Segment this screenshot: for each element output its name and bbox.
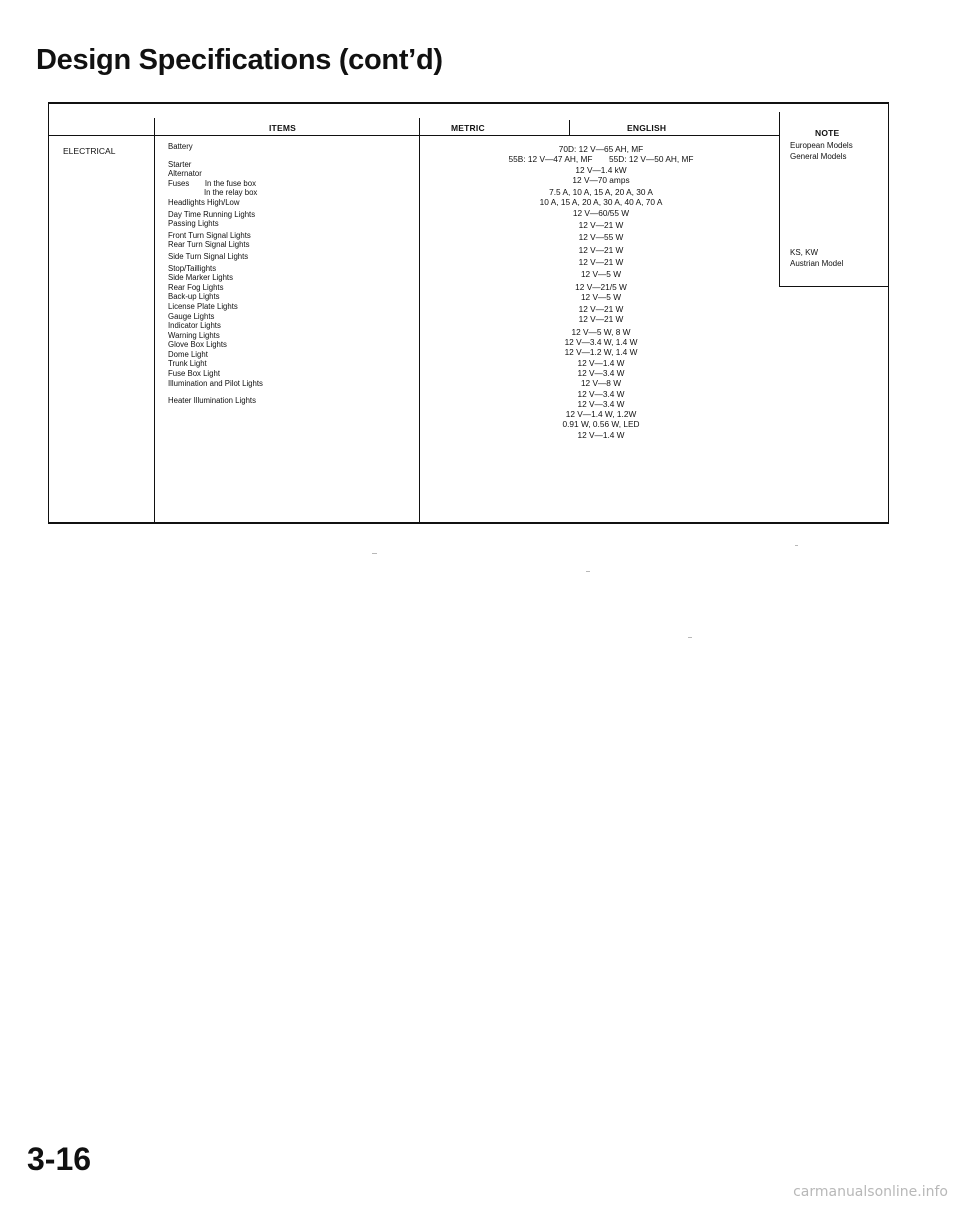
item-stop-taillights: Stop/Taillights — [168, 263, 217, 273]
item-gauge-lights: Gauge Lights — [168, 311, 215, 321]
items-column — [168, 142, 418, 406]
item-alternator: Alternator — [168, 169, 202, 179]
header-english: ENGLISH — [627, 123, 667, 133]
column-divider — [154, 118, 155, 522]
item-battery: Battery — [168, 142, 193, 151]
item-trunk-light: Trunk Light — [168, 359, 207, 369]
column-divider — [569, 120, 570, 136]
metric-value: 12 V—1.2 W, 1.4 W — [564, 347, 638, 358]
scan-speck — [795, 545, 798, 546]
metric-value: 70D: 12 V—65 AH, MF — [558, 144, 644, 154]
column-divider — [419, 118, 420, 522]
metric-value: 12 V—21 W — [578, 304, 624, 315]
metric-value: 55B: 12 V—47 AH, MF 55D: 12 V—50 AH, MF — [508, 154, 694, 165]
metric-value: 12 V—3.4 W — [577, 398, 625, 409]
header-note: NOTE — [815, 128, 840, 138]
metric-value: 12 V—1.4 W, 1.2W — [565, 409, 637, 420]
metric-value: 12 V—3.4 W, 1.4 W — [564, 337, 638, 348]
header-metric: METRIC — [451, 123, 485, 133]
item-license-plate-lights: License Plate Lights — [168, 301, 238, 311]
scan-speck — [688, 637, 692, 638]
metric-value: 12 V—55 W — [578, 232, 624, 243]
metric-value: 10 A, 15 A, 20 A, 30 A, 40 A, 70 A — [539, 197, 663, 208]
metric-value: 12 V—21 W — [578, 244, 624, 255]
item-passing-lights: Passing Lights — [168, 219, 219, 229]
metric-value: 12 V—1.4 W — [577, 357, 625, 368]
metric-value: 12 V—5 W — [580, 291, 622, 302]
header-items: ITEMS — [269, 123, 296, 133]
scan-speck — [586, 571, 590, 572]
header-rule — [49, 135, 779, 136]
note-general-models: General Models — [790, 152, 847, 161]
item-side-marker-lights: Side Marker Lights — [168, 273, 234, 283]
item-fuses-fuse-box: Fuses In the fuse box — [168, 178, 256, 188]
item-rear-turn-signal-lights: Rear Turn Signal Lights — [168, 240, 250, 250]
page-number: 3-16 — [27, 1141, 92, 1177]
metric-value: 12 V—3.4 W — [577, 388, 625, 399]
watermark-text: carmanualsonline.info — [793, 1184, 948, 1200]
metric-value: 12 V—21 W — [578, 220, 624, 231]
item-indicator-lights: Indicator Lights — [168, 321, 221, 331]
metric-column — [425, 144, 777, 440]
item-glove-box-lights: Glove Box Lights — [168, 340, 227, 350]
item-dome-light: Dome Light — [168, 349, 208, 359]
item-rear-fog-lights: Rear Fog Lights — [168, 282, 224, 292]
item-warning-lights: Warning Lights — [168, 330, 220, 340]
metric-value: 0.91 W, 0.56 W, LED — [562, 419, 640, 430]
item-headlights: Headlights High/Low — [168, 197, 240, 207]
metric-value: 7.5 A, 10 A, 15 A, 20 A, 30 A — [549, 187, 653, 198]
note-austrian-model: Austrian Model — [790, 259, 844, 268]
metric-value: 12 V—60/55 W — [572, 207, 630, 218]
metric-value: 12 V—21/5 W — [575, 281, 627, 292]
specifications-table — [48, 102, 889, 524]
item-fuses-relay-box: In the relay box — [204, 188, 258, 198]
metric-value: 12 V—8 W — [580, 378, 622, 389]
item-side-turn-signal-lights: Side Turn Signal Lights — [168, 251, 249, 261]
item-heater-illumination-lights: Heater Illumination Lights — [168, 396, 256, 406]
item-back-up-lights: Back-up Lights — [168, 292, 220, 302]
metric-value: 12 V—1.4 W — [577, 429, 625, 440]
item-fuse-box-light: Fuse Box Light — [168, 369, 221, 379]
metric-value: 12 V—70 amps — [572, 174, 630, 185]
item-illumination-pilot-lights: Illumination and Pilot Lights — [168, 378, 263, 388]
item-starter: Starter — [168, 159, 192, 169]
metric-value: 12 V—1.4 kW — [575, 164, 627, 175]
metric-value: 12 V—3.4 W — [577, 367, 625, 378]
metric-value: 12 V—5 W — [580, 269, 622, 280]
note-european-models: European Models — [790, 141, 853, 150]
scan-speck — [372, 553, 377, 554]
metric-value: 12 V—5 W, 8 W — [571, 326, 631, 337]
note-ks-kw: KS, KW — [790, 248, 819, 257]
section-label-electrical: ELECTRICAL — [63, 146, 116, 156]
item-day-time-running-lights: Day Time Running Lights — [168, 209, 256, 219]
item-front-turn-signal-lights: Front Turn Signal Lights — [168, 230, 251, 240]
metric-value: 12 V—21 W — [578, 256, 624, 267]
column-divider — [779, 112, 780, 136]
metric-value: 12 V—21 W — [578, 314, 624, 325]
page-title: Design Specifications (cont’d) — [36, 44, 443, 76]
